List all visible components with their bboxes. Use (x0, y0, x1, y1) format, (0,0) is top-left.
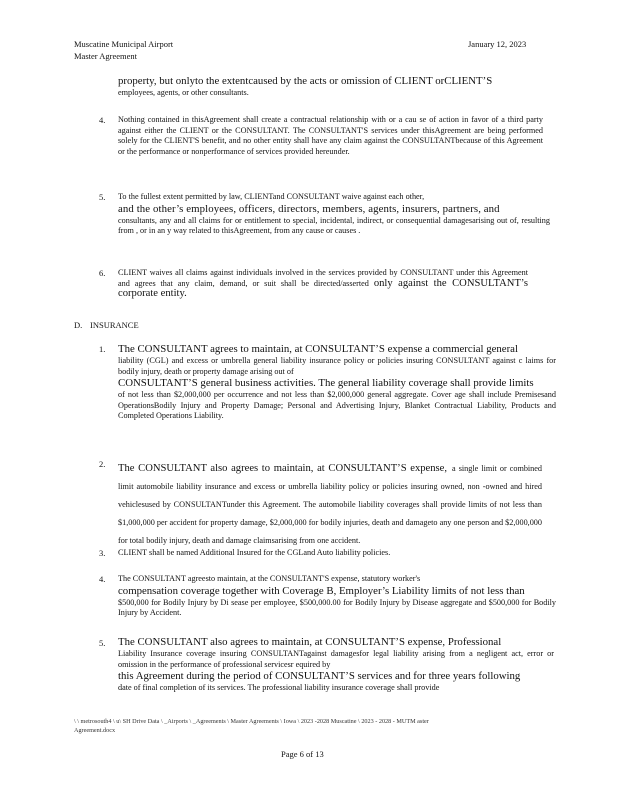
section-d-letter: D. (74, 320, 83, 330)
item-c6-number: 6. (99, 268, 106, 278)
item-d5-paragraph (118, 636, 554, 694)
item-d3-number: 3. (99, 548, 106, 558)
item-c5-large-line: and the other’s employees, officers, directors, members, agents, insurers, partners, and (118, 202, 500, 215)
item-d1-paragraph (118, 343, 556, 422)
item-d1-small1: liability (CGL) and excess or umbrella general liability insurance policy or policies insuring CONSULTANT against c laims for bodily injury, death or property damage arising out of (118, 356, 556, 376)
item-d2-large-text: The CONSULTANT also agrees to maintain, at CONSULTANT’S expense, (118, 463, 448, 474)
item-d5-large-line1: The CONSULTANT also agrees to maintain, at CONSULTANT’S expense, Professional (118, 636, 502, 648)
footer-file-path: \ \ metrosouth4 \ u\ SH Drive Data \ _Airports \ _Agreements \ Master Agreements \ Iowa \ 2023 -2028 Muscatine \ 2023 - 2028 - MUTM aster (74, 718, 429, 725)
item-c6-paragraph (118, 268, 528, 300)
section-d-title: INSURANCE (90, 320, 139, 330)
item-c6-large-text: only against the CONSULTANT’s corporate entity. (118, 277, 528, 300)
item-d4-small2: $500,000 for Bodily Injury by Di sease per employee, $500,000.00 for Bodily Injury by Disease aggregate and $500,000 for Bodily Injury by Accident. (118, 597, 556, 618)
item-c5-number: 5. (99, 192, 106, 202)
item-d1-number: 1. (99, 344, 106, 354)
item-c4-number: 4. (99, 115, 106, 125)
item-c5-lead: To the fullest extent permitted by law, CLIENTand CONSULTANT waive against each other, (118, 192, 425, 201)
item-d4-small1: The CONSULTANT agreesto maintain, at the CONSULTANT'S expense, statutory worker's (118, 574, 421, 583)
intro-paragraph (118, 75, 548, 99)
item-c4-text: Nothing contained in thisAgreement shall create a contractual relationship with or a cau se of action in favor of a third party against either the CLIENT or the CONSULTANT. The CONSULTANT'S services under thisAgreement are being performed solely for the CLIENT'S benefit, and no other entity shall have any claim against the CONSULTANTbecause of this Agreement or the performance or nonperformance of services provided hereunder. (118, 115, 543, 156)
item-d5-small2: date of final completion of its services. The professional liability insurance coverage shall provide (118, 683, 440, 693)
item-d5-large-line2: this Agreement during the period of CONSULTANT’S services and for three years following (118, 670, 521, 683)
item-d3-text: CLIENT shall be named Additional Insured for the CGLand Auto liability policies. (118, 548, 391, 557)
item-d4-paragraph (118, 574, 556, 619)
item-d4-number: 4. (99, 574, 106, 584)
intro-large-line: property, but onlyto the extentcaused by the acts or omission of CLIENT orCLIENT’S (118, 75, 493, 87)
item-d4-large-line: compensation coverage together with Coverage B, Employer’s Liability limits of not less than (118, 584, 525, 597)
item-d2-number: 2. (99, 459, 106, 469)
item-c5-rest: consultants, any and all claims for or entitlement to special, incidental, indirect, or consequential damagesarising out of, resulting from , or in an y way related to thisAgreement, from any cause or causes . (118, 215, 550, 236)
item-d1-large-line2: CONSULTANT’S general business activities. The general liability coverage shall provide limits (118, 377, 534, 390)
header-org-line1: Muscatine Municipal Airport (74, 39, 174, 49)
header-date: January 12, 2023 (468, 39, 527, 49)
page-number: Page 6 of 13 (281, 749, 324, 759)
item-d1-small2: of not less than $2,000,000 per occurrence and not less than $2,000,000 general aggregate. Cover age shall include Premisesand OperationsBodily Injury and Property Damage; Personal and Advertising Injury, Blanket Contractual Liability, Products and Completed Operations Liability. (118, 390, 556, 421)
item-d2-paragraph (118, 458, 542, 548)
footer-file-name: Agreement.docx (74, 727, 116, 734)
item-d2-small-text: a single limit or combined limit automobile liability insurance and excess or umbrella liability policy or policies insuring owned, non -owned and hired vehiclesused by CONSULTANTunder this Agreement. The automobile liability coverages shall provide limits of not less than $1,000,000 per accident for property damage, $2,000,000 for bodily injuries, death and damageto any one person and $2,000,000 for total bodily injury, death and damage claimsarising from one accident. (118, 464, 543, 545)
item-d1-large-line1: The CONSULTANT agrees to maintain, at CONSULTANT’S expense a commercial general (118, 343, 518, 355)
item-d5-number: 5. (99, 638, 106, 648)
item-c6-text: CLIENT waives all claims against individuals involved in the services provided by CONSULTANT under this Agreement and agrees that any claim, demand, or suit shall be directed/asserted (118, 268, 528, 288)
item-c5-paragraph (118, 192, 550, 237)
header-org-line2: Master Agreement (74, 51, 138, 61)
item-d5-small1: Liability Insurance coverage insuring CONSULTANTagainst damagesfor legal liability arising from a negligent act, error or omission in the performance of professional servicesr equired by (118, 649, 554, 669)
intro-small-line: employees, agents, or other consultants. (118, 88, 249, 97)
